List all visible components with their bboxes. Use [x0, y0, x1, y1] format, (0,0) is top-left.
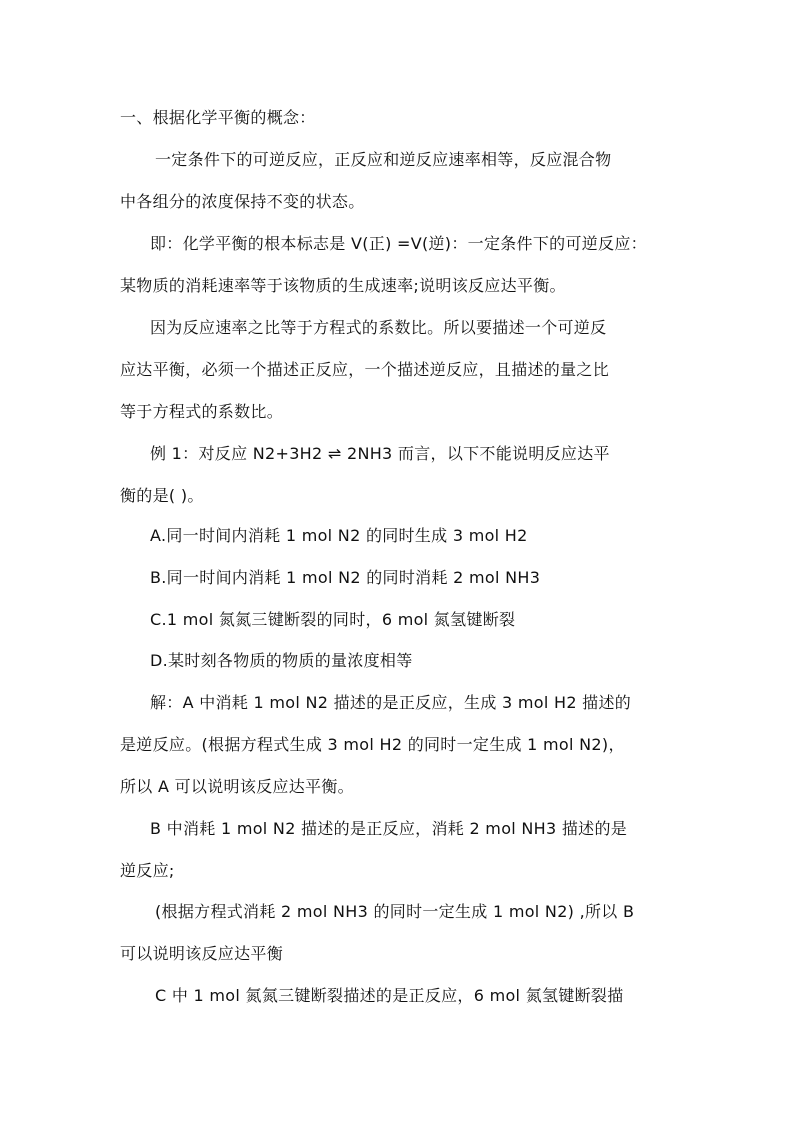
- example-question: 衡的是( )。: [120, 486, 204, 505]
- option-d: D.某时刻各物质的物质的量浓度相等: [150, 651, 413, 670]
- option-a: A.同一时间内消耗 1 mol N2 的同时生成 3 mol H2: [150, 526, 528, 545]
- solution-line: 所以 A 可以说明该反应达平衡。: [120, 777, 354, 796]
- option-b: B.同一时间内消耗 1 mol N2 的同时消耗 2 mol NH3: [150, 568, 541, 587]
- paragraph-line: 因为反应速率之比等于方程式的系数比。所以要描述一个可逆反: [150, 318, 607, 337]
- solution-line: 可以说明该反应达平衡: [120, 944, 284, 963]
- solution-line: 是逆反应。(根据方程式生成 3 mol H2 的同时一定生成 1 mol N2)，: [120, 735, 625, 754]
- paragraph-line: 即：化学平衡的根本标志是 V(正) =V(逆)：一定条件下的可逆反应：: [150, 234, 647, 253]
- option-c: C.1 mol 氮氮三键断裂的同时，6 mol 氮氢键断裂: [150, 610, 516, 629]
- solution-line: B 中消耗 1 mol N2 描述的是正反应，消耗 2 mol NH3 描述的是: [150, 819, 628, 838]
- section-heading: 一、根据化学平衡的概念：: [120, 108, 316, 127]
- example-question: 例 1：对反应 N2+3H2 ⇌ 2NH3 而言，以下不能说明反应达平: [150, 444, 610, 463]
- solution-line: C 中 1 mol 氮氮三键断裂描述的是正反应，6 mol 氮氢键断裂描: [155, 986, 624, 1005]
- paragraph-line: 等于方程式的系数比。: [120, 402, 284, 421]
- paragraph-line: 应达平衡，必须一个描述正反应，一个描述逆反应，且描述的量之比: [120, 360, 610, 379]
- paragraph-line: 一定条件下的可逆反应，正反应和逆反应速率相等，反应混合物: [155, 150, 612, 169]
- solution-line: 逆反应;: [120, 861, 175, 880]
- solution-line: 解：A 中消耗 1 mol N2 描述的是正反应，生成 3 mol H2 描述的: [150, 693, 632, 712]
- solution-line: (根据方程式消耗 2 mol NH3 的同时一定生成 1 mol N2) ,所以 B: [155, 902, 635, 921]
- paragraph-line: 中各组分的浓度保持不变的状态。: [120, 192, 365, 211]
- paragraph-line: 某物质的消耗速率等于该物质的生成速率;说明该反应达平衡。: [120, 276, 566, 295]
